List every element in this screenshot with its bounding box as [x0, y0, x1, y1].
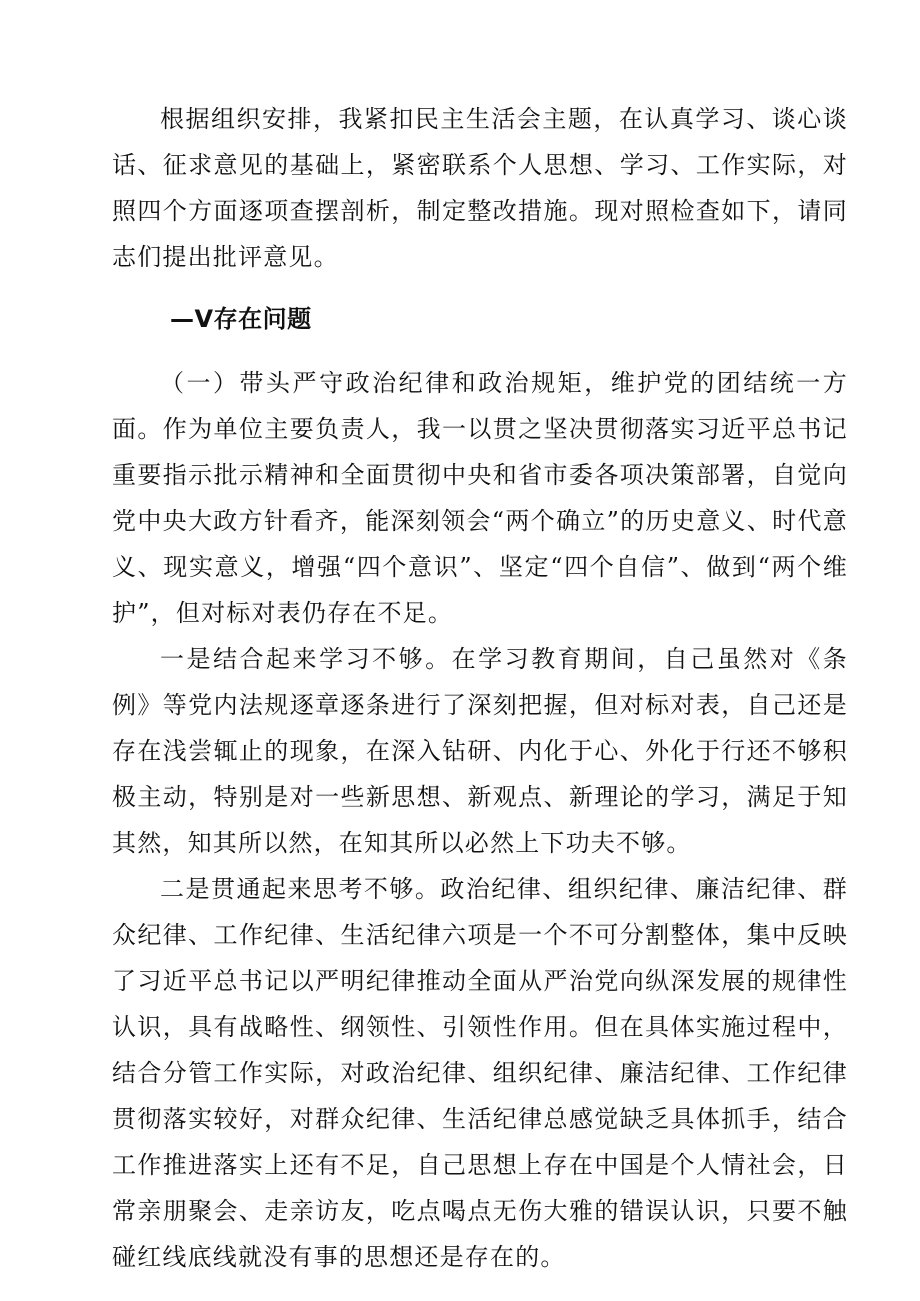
- intro-paragraph: 根据组织安排，我紧扣民主生活会主题，在认真学习、谈心谈话、征求意见的基础上，紧密联系个人思想、学习、工作实际，对照四个方面逐项查摆剖析，制定整改措施。现对照检查如下，请同志们提出批评意见。: [112, 105, 848, 271]
- body-paragraph-3: 二是贯通起来思考不够。政治纪律、组织纪律、廉洁纪律、群众纪律、工作纪律、生活纪律六项是一个不可分割整体，集中反映了习近平总书记以严明纪律推动全面从严治党向纵深发展的规律性认识，具有战略性、纲领性、引领性作用。但在具体实施过程中，结合分管工作实际，对政治纪律、组织纪律、廉洁纪律、工作纪律贯彻落实较好，对群众纪律、生活纪律总感觉缺乏具体抓手，结合工作推进落实上还有不足，自己思想上存在中国是个人情社会，日常亲朋聚会、走亲访友，吃点喝点无伤大雅的错误认识，只要不触碰红线底线就没有事的思想还是存在的。: [112, 875, 848, 1271]
- body-paragraph-1: （一）带头严守政治纪律和政治规矩，维护党的团结统一方面。作为单位主要负责人，我一以贯之坚决贯彻落实习近平总书记重要指示批示精神和全面贯彻中央和省市委各项决策部署，自觉向党中央大政方针看齐，能深刻领会“两个确立”的历史意义、时代意义、现实意义，增强“四个意识”、坚定“四个自信”、做到“两个维护”，但对标对表仍存在不足。: [112, 369, 848, 627]
- document-page: [112, 96, 848, 1280]
- body-paragraph-2: 一是结合起来学习不够。在学习教育期间，自己虽然对《条例》等党内法规逐章逐条进行了深刻把握，但对标对表，自己还是存在浅尝辄止的现象，在深入钻研、内化于心、外化于行还不够积极主动，特别是对一些新思想、新观点、新理论的学习，满足于知其然，知其所以然，在知其所以必然上下功夫不够。: [112, 645, 848, 857]
- section-heading: —V存在问题: [170, 305, 312, 333]
